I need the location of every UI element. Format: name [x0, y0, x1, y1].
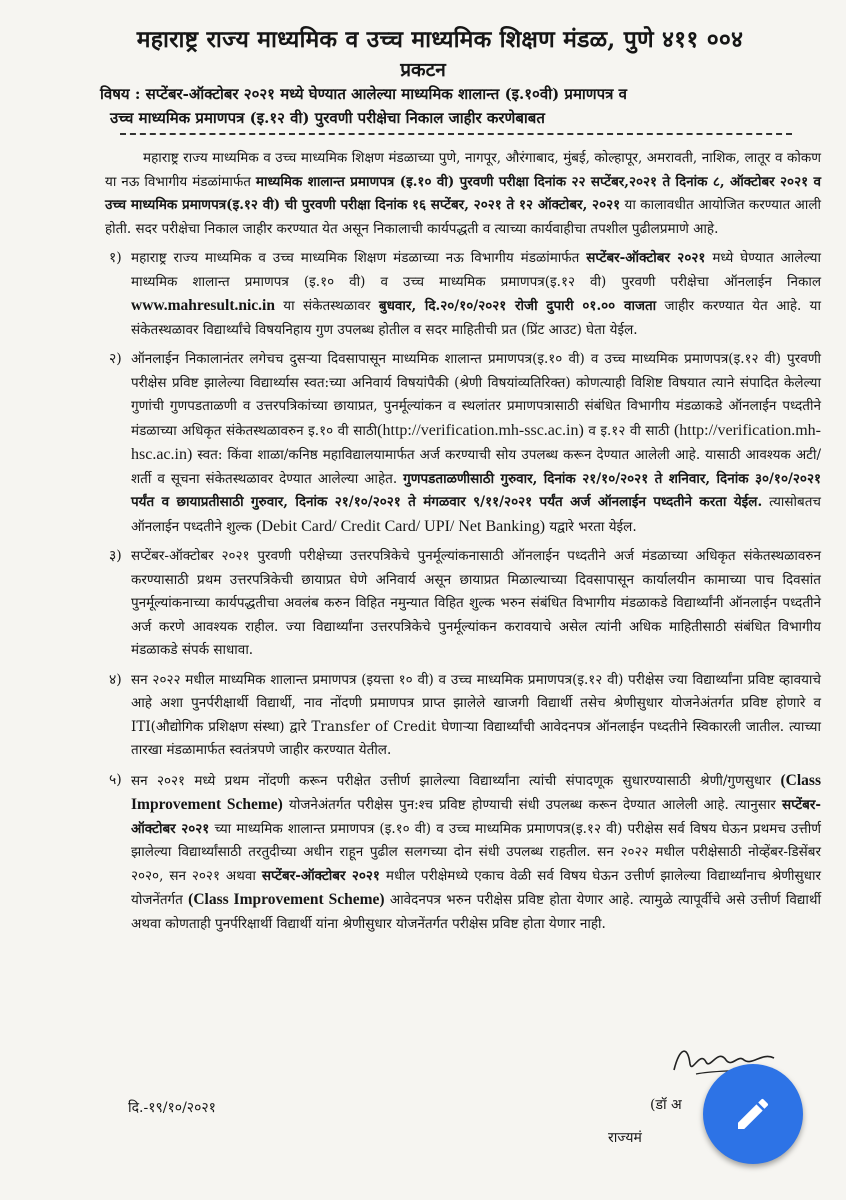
item-bold-text: सप्टेंबर-ऑक्टोबर २०२१: [261, 867, 380, 884]
item-number: ५): [109, 771, 122, 788]
signatory-name: (डॉ अ: [650, 1097, 682, 1113]
item-text: यद्वारे भरता येईल.: [545, 518, 637, 535]
signatory-title: राज्यमं: [608, 1130, 642, 1146]
ssc-verification-link[interactable]: (http://verification.mh-ssc.ac.in): [377, 421, 584, 439]
subject-heading: [100, 82, 820, 130]
edit-fab-button[interactable]: [703, 1064, 803, 1164]
item-bold-text: (Class Improvement Scheme): [131, 771, 821, 813]
item-text: सन २०२२ मधील माध्यमिक शालान्त प्रमाणपत्र (इयत्ता १० वी) व उच्च माध्यमिक प्रमाणपत्र(इ.१२ वी) परीक्षेस ज्या विद्यार्थ्यांना प्रविष्ट व्हावयाचे आहे अशा पुनर्परीक्षार्थी विद्यार्थी, नाव नोंदणी प्रमाणपत्र प्राप्त झालेले खाजगी विद्यार्थी तसेच श्रेणीसुधार योजनेअंतर्गत प्रविष्ट होणारे व ITI(औद्योगिक प्रशिक्षण संस्था) द्वारे Transfer of Credit घेणाऱ्या विद्यार्थ्यांची आवेदनपत्र ऑनलाईन पध्दतीने स्विकारली जातील. त्याच्या तारखा मंडळामार्फत स्वतंत्रपणे जाहीर करण्यात येतील.: [131, 671, 821, 758]
intro-bold-dates: माध्यमिक शालान्त प्रमाणपत्र (इ.१० वी) पुरवणी परीक्षा दिनांक २२ सप्टेंबर,२०२१ ते दिनांक ८, ऑक्टोबर २०२१ व उच्च माध्यमिक प्रमाणपत्र(इ.१२ वी) ची पुरवणी परीक्षा दिनांक १६ सप्टेंबर, २०२१ ते १२ ऑक्टोबर, २०२१: [105, 173, 821, 213]
item-bold-text: बुधवार, दि.२०/१०/२०२१ रोजी दुपारी ०१.०० वाजता: [378, 298, 657, 314]
subject-line-2: उच्च माध्यमिक प्रमाणपत्र (इ.१२ वी) पुरवणी परीक्षेचा निकाल जाहीर करणेबाबत: [110, 109, 545, 127]
item-text: त्यासोबतच ऑनलाईन पध्दतीने शुल्क: [131, 494, 821, 535]
item-text: सप्टेंबर-ऑक्टोबर २०२१ पुरवणी परीक्षेच्या उत्तरपत्रिकेचे पुनर्मूल्यांकनासाठी ऑनलाईन पध्दतीने अर्ज मंडळाच्या अधिकृत संकेतस्थळावरुन करण्यासाठी प्रथम उत्तरपत्रिकेची छायाप्रत घेणे अनिवार्य असून छायाप्रत मिळाल्याच्या दिवसापासून कार्यालयीन कामाच्या पाच दिवसांत पुनर्मूल्यांकनाच्या कार्यपद्धतीचा अवलंब करुन विहित नमुन्यात विहित शुल्क भरुन संबंधित विभागीय मंडळाकडे विद्यार्थ्यांनी ऑनलाईन पध्दतीने अर्ज करणे आवश्यक राहील. ज्या विद्यार्थ्यांना उत्तरपत्रिकेचे पुनर्मूल्यांकन करावयाचे असेल त्यांनी अधिक माहितीसाठी संबंधित विभागीय मंडळाकडे संपर्क साधावा.: [131, 548, 821, 658]
item-number: २): [109, 351, 122, 367]
result-website-link[interactable]: www.mahresult.nic.in: [131, 297, 275, 314]
item-number: ३): [109, 548, 122, 564]
dashed-divider: [120, 133, 792, 135]
list-item-4: [105, 669, 821, 763]
item-text: आवेदनपत्र भरुन परीक्षेस प्रविष्ट होता येणार आहे. त्यामुळे त्यापूर्वीचे असे उत्तीर्ण विद्यार्थी अथवा कोणताही पुनर्परिक्षार्थी विद्यार्थी यांना श्रेणीसुधार योजनेंतर्गत परीक्षेस प्रविष्ट होता येणार नाही.: [131, 892, 821, 932]
list-item-1: [105, 247, 821, 342]
pencil-icon: [733, 1094, 773, 1134]
item-text: व इ.१२ वी साठी: [583, 422, 674, 439]
hsc-verification-link[interactable]: (http://verification.mh-hsc.ac.in): [131, 421, 822, 463]
item-text: महाराष्ट्र राज्य माध्यमिक व उच्च माध्यमिक शिक्षण मंडळाच्या नऊ विभागीय मंडळांमार्फत: [131, 250, 587, 266]
payment-methods: (Debit Card/ Credit Card/ UPI/ Net Banking): [256, 517, 546, 535]
item-number: १): [109, 250, 122, 266]
notice-body: [105, 147, 821, 942]
item-text: स्वत: किंवा शाळा/कनिष्ठ महाविद्यालयामार्फत अर्ज करण्याची सोय उपलब्ध करून देण्यात आलेली आहे. यासाठी आवश्यक अटी/शर्ती व सूचना संकेतस्थळावर देण्यात आलेल्या आहेत.: [131, 447, 821, 487]
list-item-5: [105, 769, 821, 937]
item-text: च्या माध्यमिक शालान्त प्रमाणपत्र (इ.१० वी) व उच्च माध्यमिक प्रमाणपत्र(इ.१२ वी) परीक्षेस सर्व विषय घेऊन प्रथमच उत्तीर्ण झालेल्या विद्यार्थ्यांसाठी तरतुदीच्या अधीन राहून पुढील सलगच्या दोन संधी उपलब्ध राहतील. सन २०२२ मधील परीक्षेसाठी नोव्हेंबर-डिसेंबर २०२०, सन २०२१ अथवा: [131, 820, 821, 884]
item-text: योजनेअंतर्गत परीक्षेस पुन:श्च प्रविष्ट होण्याची संधी उपलब्ध करून देण्यात आलेली आहे. त्यानुसार: [282, 797, 782, 813]
notice-date: दि.-१९/१०/२०२१: [128, 1100, 216, 1116]
list-item-2: [105, 348, 821, 539]
item-text: मध्ये घेण्यात आलेल्या माध्यमिक शालान्त प्रमाणपत्र (इ.१० वी) व उच्च माध्यमिक प्रमाणपत्र(इ.१२ वी) पुरवणी परीक्षेचा ऑनलाईन निकाल: [131, 250, 822, 290]
item-number: ४): [109, 671, 122, 688]
item-bold-text: (Class Improvement Scheme): [188, 891, 385, 908]
subject-line-1: विषय : सप्टेंबर-ऑक्टोबर २०२१ मध्ये घेण्यात आलेल्या माध्यमिक शालान्त (इ.१०वी) प्रमाणपत्र व: [100, 85, 628, 103]
intro-paragraph: [105, 147, 821, 241]
item-text: या संकेतस्थळावर: [274, 298, 379, 314]
item-text: मधील परीक्षेमध्ये एकाच वेळी सर्व विषय घेऊन उत्तीर्ण झालेल्या विद्यार्थ्यांनाच श्रेणीसुधार योजनेंतर्गत: [131, 867, 822, 908]
item-bold-text: गुणपडताळणीसाठी गुरुवार, दिनांक २१/१०/२०२१ ते शनिवार, दिनांक ३०/१०/२०२१ पर्यंत व छायाप्रतीसाठी गुरुवार, दिनांक २१/१०/२०२१ ते मंगळवार ९/११/२०२१ पर्यंत अर्ज ऑनलाईन पध्दतीने करता येईल.: [131, 470, 821, 510]
item-text: सन २०२१ मध्ये प्रथम नोंदणी करून परीक्षेत उत्तीर्ण झालेल्या विद्यार्थ्यांना त्यांची संपादणूक सुधारण्यासाठी श्रेणी/गुणसुधार: [131, 772, 781, 789]
board-title: महाराष्ट्र राज्य माध्यमिक व उच्च माध्यमिक शिक्षण मंडळ, पुणे ४११ ००४: [136, 26, 744, 53]
intro-text-2: या कालावधीत आयोजित करण्यात आली होती. सदर परीक्षेचा निकाल जाहीर करण्यात येत असून निकालाची कार्यपद्धती व त्याच्या कार्यवाहीचा तपशील पुढीलप्रमाणे आहे.: [105, 197, 821, 237]
item-text: जाहीर करण्यात येत आहे. या संकेतस्थळावर विद्यार्थ्यांचे विषयनिहाय गुण उपलब्ध होतील व सदर माहितीची प्रत (प्रिंट आउट) घेता येईल.: [131, 298, 821, 338]
list-item-3: [105, 545, 821, 663]
item-bold-text: सप्टेंबर-ऑक्टोबर २०२१: [586, 250, 706, 266]
intro-text-1: महाराष्ट्र राज्य माध्यमिक व उच्च माध्यमिक शिक्षण मंडळाच्या पुणे, नागपूर, औरंगाबाद, मुंबई, कोल्हापूर, अमरावती, नाशिक, लातूर व कोकण या नऊ विभागीय मंडळांमार्फत: [105, 150, 821, 190]
item-text: ऑनलाईन निकालानंतर लगेचच दुसऱ्या दिवसापासून माध्यमिक शालान्त प्रमाणपत्र(इ.१० वी) व उच्च माध्यमिक प्रमाणपत्र(इ.१२ वी) पुरवणी परीक्षेस प्रविष्ट झालेल्या विद्यार्थ्यास स्वत:च्या अनिवार्य विषयांपैकी (श्रेणी विषयांव्यतिरिक्त) कोणत्याही विशिष्ट विषयात त्याने संपादित केलेल्या गुणांची गुणपडताळणी व उत्तरपत्रिकांच्या छायाप्रत, पुनर्मूल्यांकन व स्थलांतर प्रमाणपत्रासाठी संबंधित विभागीय मंडळाकडे ऑनलाईन पध्दतीने मंडळाच्या अधिकृत संकेतस्थळावरुन इ.१० वी साठी: [131, 351, 821, 439]
press-release-heading: प्रकटन: [400, 59, 446, 81]
item-bold-text: सप्टेंबर-ऑक्टोबर २०२१: [131, 797, 821, 837]
